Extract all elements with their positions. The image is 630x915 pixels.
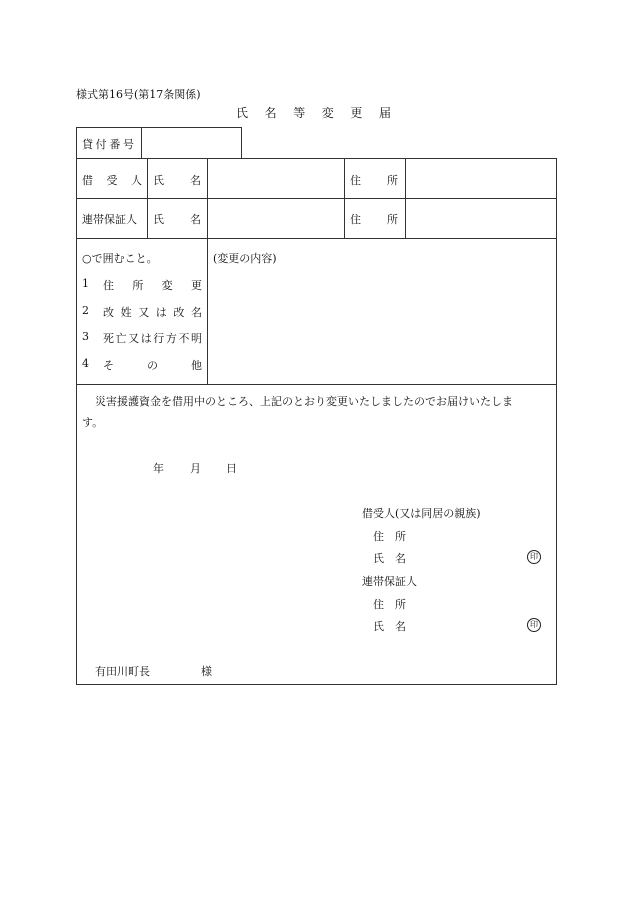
option-char: 明 [190,332,202,345]
declaration-line2: す。 [82,416,104,429]
date-day-label: 日 [226,462,237,475]
title-char: 等 [293,106,306,120]
address-label-char: 住 [350,213,361,226]
option-char: 更 [190,279,202,292]
guarantor-address-label [350,211,398,227]
borrower-signature-address: 住 所 [373,530,406,543]
option-char: 改 [103,306,114,319]
table-line-row3 [76,384,557,385]
table-line-left [76,158,77,685]
borrower-name-label [153,172,201,188]
option-char: 住 [103,279,114,292]
borrower-label-char: 借 [82,174,93,187]
table-line-row1 [76,198,557,199]
option-char: の [147,359,158,372]
title-char: 氏 [236,106,249,120]
option-char: 所 [132,279,144,292]
borrower-signature-heading: 借受人(又は同居の親族) [362,507,481,520]
option-name-change[interactable] [103,304,202,320]
table-line-label [147,158,148,238]
option-char: 行 [153,332,165,345]
option-number: 4 [82,357,89,370]
borrower-label-char: 受 [106,174,118,187]
table-line-row2 [76,238,557,239]
name-label-char: 名 [190,174,201,187]
option-number: 2 [82,304,89,317]
option-death-missing[interactable] [103,330,202,346]
guarantor-signature-heading: 連帯保証人 [362,575,417,588]
declaration-line1: 災害援護資金を借用中のところ、上記のとおり変更いたしましたのでお届けいたしま [95,395,513,408]
loan-box-left [76,127,77,158]
option-number: 3 [82,330,89,343]
option-number: 1 [82,277,89,290]
loan-label-char: 号 [122,138,134,151]
option-char: 不 [178,332,190,345]
address-label-char: 所 [387,174,398,187]
page-title [236,104,391,121]
title-char: 変 [321,106,334,120]
guarantor-name-field[interactable] [212,203,340,234]
option-char: 改 [173,306,185,319]
option-char: 亡 [115,332,127,345]
borrower-name-field[interactable] [212,163,340,194]
loan-box-right [241,127,242,158]
loan-number-field[interactable] [145,131,237,155]
option-char: 死 [103,332,114,345]
loan-label-char: 付 [95,138,107,151]
seal-icon: 印 [527,550,541,564]
option-char: 又 [128,332,140,345]
recipient-name: 有田川町長 [95,665,150,678]
option-char: は [140,332,152,345]
form-number: 様式第16号(第17条関係) [76,88,201,101]
option-char: そ [103,359,114,372]
guarantor-signature-address: 住 所 [373,598,406,611]
option-char: 名 [190,306,202,319]
date-month-label: 月 [190,462,201,475]
table-line-addresslabel [405,158,406,238]
option-address-change[interactable] [103,277,202,293]
option-other[interactable] [103,357,202,373]
borrower-address-label [350,172,398,188]
guarantor-label: 連帯保証人 [82,213,137,226]
name-label-char: 名 [190,213,201,226]
name-label-char: 氏 [153,213,164,226]
option-char: 姓 [120,306,132,319]
option-char: 方 [165,332,177,345]
name-label-char: 氏 [153,174,164,187]
title-char: 更 [350,106,363,120]
guarantor-name-label [153,211,201,227]
borrower-label-char: 人 [131,174,142,187]
recipient-honorific: 様 [201,665,212,678]
address-label-char: 住 [350,174,361,187]
borrower-address-field[interactable] [410,163,552,194]
option-char: は [155,306,167,319]
loan-label-char: 貸 [82,138,93,151]
loan-box-top [76,127,242,128]
date-year-label: 年 [153,462,164,475]
address-label-char: 所 [387,213,398,226]
table-line-address [344,158,345,238]
option-char: 他 [191,359,202,372]
change-content-field[interactable] [213,268,551,378]
table-line-top [76,158,557,159]
seal-icon: 印 [527,618,541,632]
change-content-label: (変更の内容) [213,252,277,265]
table-line-right [556,158,557,685]
loan-box-divider [141,127,142,158]
title-char: 届 [378,106,391,120]
options-instruction: ○で囲むこと。 [82,252,158,265]
table-line-namelabel [207,158,208,384]
guarantor-address-field[interactable] [410,203,552,234]
guarantor-signature-name: 氏 名 [373,620,406,633]
table-line-bottom [76,684,557,685]
borrower-label [82,172,142,188]
title-char: 名 [264,106,277,120]
option-char: 又 [138,306,150,319]
loan-number-label [82,136,134,152]
loan-label-char: 番 [109,138,121,151]
option-char: 変 [161,279,173,292]
borrower-signature-name: 氏 名 [373,552,406,565]
